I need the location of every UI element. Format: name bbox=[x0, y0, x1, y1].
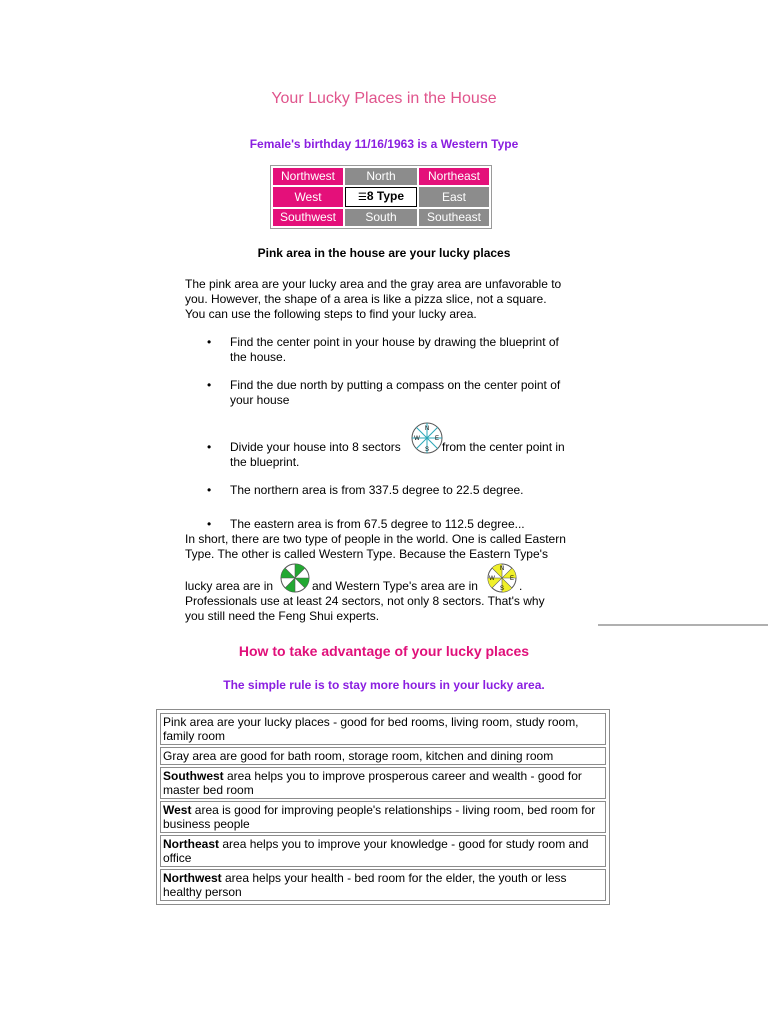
step-text: from the center point in bbox=[442, 440, 565, 454]
horizontal-divider bbox=[598, 624, 768, 626]
intro-paragraph bbox=[185, 277, 595, 322]
bullet-dot: • bbox=[207, 517, 212, 531]
bullet-dot: • bbox=[207, 483, 212, 497]
tips-table bbox=[156, 709, 610, 905]
grid-cell-southwest: Southwest bbox=[273, 209, 343, 226]
summary-line: Type. The other is called Western Type. Because the Eastern Type's bbox=[185, 547, 548, 561]
compass-east-letter: E bbox=[509, 576, 515, 582]
bullet-dot: • bbox=[207, 378, 212, 392]
direction-grid bbox=[270, 165, 492, 229]
summary-text: and Western Type's area are in bbox=[312, 579, 478, 593]
summary-text: lucky area are in bbox=[185, 579, 274, 593]
grid-cell-southeast: Southeast bbox=[419, 209, 489, 226]
compass-north-letter: N bbox=[499, 566, 505, 572]
step-3 bbox=[230, 426, 590, 470]
step-text: Divide your house into 8 sectors bbox=[230, 440, 401, 454]
bullet-dot: • bbox=[207, 440, 212, 454]
tip-row bbox=[160, 767, 606, 799]
tip-text: area is good for improving people's relationships - living room, bed room for business people bbox=[163, 803, 596, 831]
western-type-compass-icon bbox=[486, 562, 518, 594]
eastern-type-compass-icon bbox=[279, 562, 311, 594]
tip-bold: Northeast bbox=[163, 837, 220, 851]
compass-south-letter: S bbox=[499, 586, 505, 592]
tip-bold: West bbox=[163, 803, 192, 817]
step-4: The northern area is from 337.5 degree to 22.5 degree. bbox=[230, 483, 524, 497]
tip-bold: Southwest bbox=[163, 769, 224, 783]
grid-cell-west: West bbox=[273, 187, 343, 207]
tip-row bbox=[160, 801, 606, 833]
grid-cell-northwest: Northwest bbox=[273, 168, 343, 185]
tip-bold: Northwest bbox=[163, 871, 222, 885]
center-label: 8 Type bbox=[366, 189, 405, 203]
tip-text: area helps you to improve your knowledge - good for study room and office bbox=[163, 837, 589, 865]
summary-line: you still need the Feng Shui experts. bbox=[185, 609, 380, 623]
tip-row bbox=[160, 747, 606, 765]
section-heading: How to take advantage of your lucky places bbox=[238, 643, 530, 659]
tip-row bbox=[160, 869, 606, 901]
step-line: your house bbox=[230, 393, 290, 407]
compass-west-letter: W bbox=[414, 436, 420, 442]
compass-north-letter: N bbox=[424, 426, 430, 432]
summary-line: In short, there are two type of people in the world. One is called Eastern bbox=[185, 532, 566, 546]
step-line: the blueprint. bbox=[230, 455, 300, 469]
page-title: Your Lucky Places in the House bbox=[271, 90, 497, 107]
birthday-type-subtitle: Female's birthday 11/16/1963 is a Western Type bbox=[249, 137, 519, 151]
compass-south-letter: S bbox=[424, 447, 430, 453]
intro-line: you. However, the shape of a area is like a pizza slice, not a square. bbox=[185, 292, 547, 306]
compass-east-letter: E bbox=[434, 436, 440, 442]
step-line: the house. bbox=[230, 350, 287, 364]
step-2 bbox=[230, 378, 590, 408]
grid-cell-north: North bbox=[345, 168, 417, 185]
compass-8-sectors-icon bbox=[410, 421, 444, 455]
intro-line: You can use the following steps to find your lucky area. bbox=[185, 307, 477, 321]
intro-line: The pink area are your lucky area and the gray area are unfavorable to bbox=[185, 277, 562, 291]
summary-text: . bbox=[519, 579, 523, 593]
grid-cell-east: East bbox=[419, 187, 489, 207]
compass-west-letter: W bbox=[489, 576, 495, 582]
eight-type-icon: ☰ bbox=[357, 192, 367, 203]
step-line: Find the due north by putting a compass on the center point of bbox=[230, 378, 561, 392]
simple-rule: The simple rule is to stay more hours in your lucky area. bbox=[223, 678, 545, 692]
tip-text: Gray area are good for bath room, storage room, kitchen and dining room bbox=[163, 749, 554, 763]
tip-text: Pink area are your lucky places - good for bed rooms, living room, study room, family room bbox=[163, 715, 579, 743]
tip-row bbox=[160, 713, 606, 745]
bullet-dot: • bbox=[207, 335, 212, 349]
step-line: Find the center point in your house by drawing the blueprint of bbox=[230, 335, 559, 349]
summary-line: Professionals use at least 24 sectors, not only 8 sectors. That's why bbox=[185, 594, 545, 608]
grid-cell-northeast: Northeast bbox=[419, 168, 489, 185]
grid-cell-south: South bbox=[345, 209, 417, 226]
step-1 bbox=[230, 335, 590, 365]
pink-area-note: Pink area in the house are your lucky places bbox=[257, 246, 511, 260]
tip-text: area helps you to improve prosperous career and wealth - good for master bed room bbox=[163, 769, 582, 797]
grid-cell-center bbox=[345, 187, 417, 207]
step-5: The eastern area is from 67.5 degree to 112.5 degree... bbox=[230, 517, 525, 531]
tip-row bbox=[160, 835, 606, 867]
tip-text: area helps your health - bed room for the elder, the youth or less healthy person bbox=[163, 871, 567, 899]
